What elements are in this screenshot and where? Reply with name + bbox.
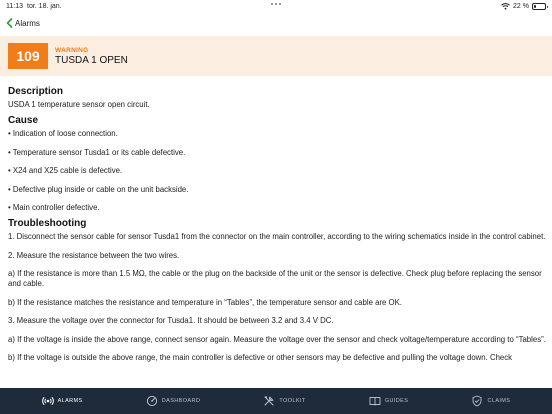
troubleshooting-step: a) If the resistance is more than 1.5 MΩ, the cable or the plug on the backside of the unit or the sensor is defective. Check plug before replacing the sensor and cable.	[8, 269, 542, 288]
chevron-left-icon	[6, 18, 13, 28]
tab-bar	[0, 388, 552, 414]
tab-toolkit[interactable]	[263, 395, 305, 407]
troubleshooting-step: b) If the voltage is outside the above range, the main controller is defective or other sensors may be defective and pulling the voltage down. Check	[8, 353, 513, 362]
troubleshooting-step: a) If the voltage is inside the above range, connect sensor again. Measure the voltage over the sensor and check voltage/temperature according to “Tables”.	[8, 334, 546, 344]
status-bar	[0, 0, 552, 12]
cause-heading: Cause	[8, 115, 39, 126]
tab-claims[interactable]	[471, 395, 510, 407]
alarm-code-badge: 109	[8, 43, 48, 69]
description-heading: Description	[8, 86, 64, 97]
cause-item: • Temperature sensor Tusda1 or its cable defective.	[8, 147, 186, 157]
description-text: USDA 1 temperature sensor open circuit.	[8, 100, 150, 109]
tab-alarms[interactable]	[42, 395, 83, 407]
tab-label: CLAIMS	[487, 398, 511, 404]
troubleshooting-step: 2. Measure the resistance between the two wires.	[8, 250, 180, 260]
alarm-signal-icon	[42, 395, 54, 407]
wifi-icon	[501, 3, 510, 10]
status-right	[501, 3, 546, 10]
alarm-title: TUSDA 1 OPEN	[55, 54, 128, 66]
tab-dashboard[interactable]	[146, 395, 200, 407]
cause-item: • X24 and X25 cable is defective.	[8, 166, 123, 175]
cause-item: • Defective plug inside or cable on the unit backside.	[8, 184, 189, 194]
shield-check-icon	[471, 395, 483, 407]
status-date: tor. 18. jan.	[27, 2, 62, 10]
alarm-titles	[55, 47, 128, 66]
book-icon	[369, 395, 381, 407]
back-label: Alarms	[15, 18, 40, 28]
gauge-icon	[146, 395, 158, 407]
alarm-header	[0, 36, 552, 76]
troubleshooting-step: b) If the resistance matches the resistance and temperature in “Tables”, the temperature sensor and cable are OK.	[8, 297, 402, 307]
tab-guides[interactable]	[369, 395, 409, 407]
alarm-level: WARNING	[55, 46, 89, 54]
cause-item: • Indication of loose connection.	[8, 129, 118, 138]
tab-label: GUIDES	[384, 398, 409, 404]
cause-item: • Main controller defective.	[8, 203, 100, 212]
battery-icon	[532, 3, 546, 10]
battery-percent: 22 %	[513, 2, 529, 10]
multitasking-dots-icon[interactable]	[271, 3, 281, 5]
back-button[interactable]	[6, 18, 40, 28]
status-left	[6, 3, 62, 10]
tab-label: TOOLKIT	[279, 398, 306, 404]
troubleshooting-heading: Troubleshooting	[8, 218, 87, 229]
tab-label: ALARMS	[57, 398, 83, 404]
troubleshooting-step: 1. Disconnect the sensor cable for sensor Tusda1 from the connector on the main controller, according to the wiring schematics inside in the control cabinet.	[8, 232, 546, 241]
tab-label: DASHBOARD	[161, 398, 201, 404]
status-time: 11:13	[6, 2, 23, 10]
tools-icon	[263, 395, 275, 407]
troubleshooting-step: 3. Measure the voltage over the connector for Tusda1. It should be between 3.2 and 3.4 V DC.	[8, 316, 334, 325]
alarm-detail-content[interactable]	[8, 82, 548, 386]
navigation-bar	[0, 14, 40, 32]
